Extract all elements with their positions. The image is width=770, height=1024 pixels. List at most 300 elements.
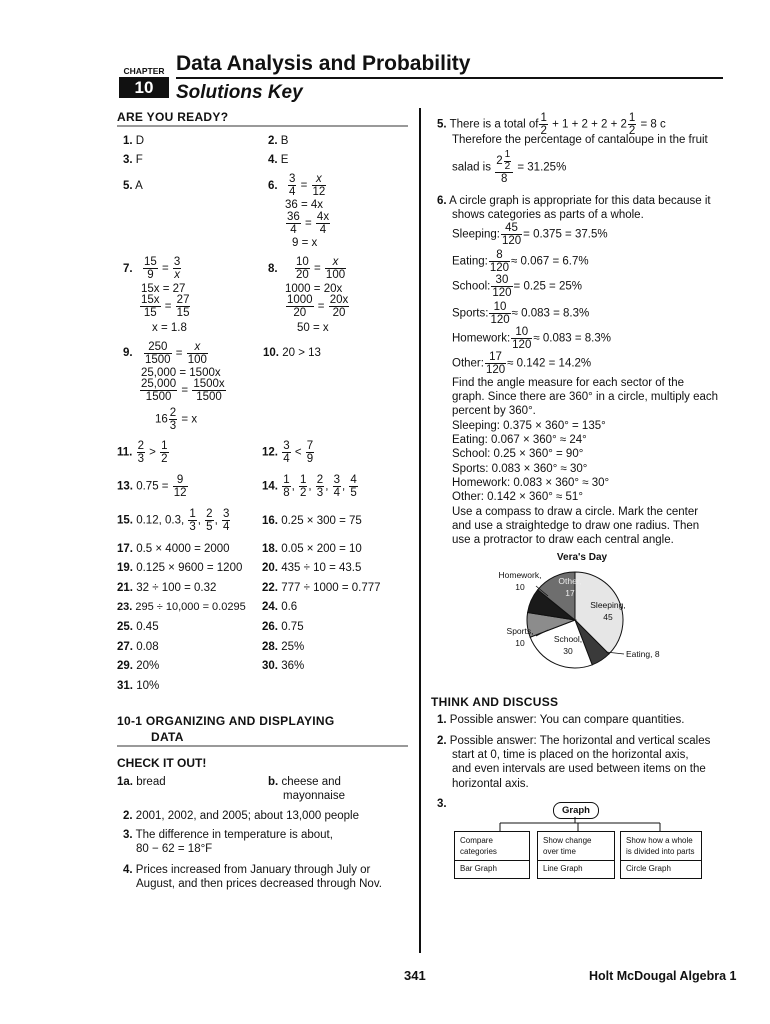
denominator: 20 bbox=[296, 269, 309, 282]
fraction bbox=[160, 440, 168, 465]
numerator: 15 bbox=[144, 256, 157, 268]
answer-number: 21. bbox=[117, 582, 133, 594]
answer-value: F bbox=[135, 154, 143, 166]
check-3 bbox=[123, 829, 333, 841]
slice-label: School, bbox=[553, 634, 583, 644]
answer-16 bbox=[262, 515, 362, 527]
angle-intro-3: percent by 360°. bbox=[452, 405, 536, 417]
answer-number: 30. bbox=[262, 660, 278, 672]
fraction bbox=[333, 474, 341, 499]
answer-4 bbox=[268, 154, 288, 166]
answer-value: 0.12, 0.3, bbox=[136, 514, 185, 527]
slice-label: Other, bbox=[558, 576, 582, 586]
numerator: 2 bbox=[169, 407, 177, 419]
answer-number: 10. bbox=[263, 347, 279, 359]
answer-value: 32 ÷ 100 = 0.32 bbox=[136, 582, 217, 594]
compass-instructions-3: use a protractor to draw each central angle. bbox=[452, 534, 674, 546]
answer-7-line2: 15x = 27 bbox=[141, 283, 186, 295]
calc-label: Other: bbox=[452, 357, 484, 370]
answer-value: 36% bbox=[281, 660, 305, 672]
answer-15: 15. 0.12, 0.3, $\frac{1}{3}$ , $\frac{2}{5}$ , $\frac{3}{4}$ bbox=[117, 508, 230, 534]
answer-number: 23. bbox=[117, 601, 133, 613]
chapter-number: 10 bbox=[119, 78, 169, 98]
answer-value: 20% bbox=[136, 660, 160, 672]
calc-result: ≈ 0.067 = 6.7% bbox=[511, 255, 589, 268]
denominator: 2 bbox=[540, 125, 547, 138]
answer-number: 13. bbox=[117, 480, 133, 493]
fraction bbox=[286, 294, 314, 319]
organizer-box-compare bbox=[454, 831, 530, 879]
answer-8-line2: 1000 = 20x bbox=[285, 283, 343, 295]
numerator: 1000 bbox=[287, 294, 313, 306]
answer-number: 4. bbox=[268, 154, 278, 166]
answer-number: 24. bbox=[262, 601, 278, 613]
fraction bbox=[316, 211, 330, 236]
fraction bbox=[222, 508, 230, 533]
denominator: 9 bbox=[306, 453, 314, 466]
denominator: 2 bbox=[161, 453, 168, 466]
denominator: 120 bbox=[512, 339, 532, 352]
calc-other bbox=[452, 351, 591, 376]
answer-10 bbox=[263, 347, 321, 359]
numerator: 10 bbox=[511, 326, 532, 339]
check-1b bbox=[268, 776, 341, 788]
chart-title: Vera's Day bbox=[556, 552, 608, 563]
answer-value: 0.75 bbox=[281, 621, 304, 633]
calc-result: = 0.25 = 25% bbox=[513, 280, 582, 293]
answer-31 bbox=[117, 680, 159, 692]
answer-number: 11. bbox=[117, 446, 133, 459]
fraction bbox=[489, 249, 510, 274]
numerator: 1 bbox=[628, 112, 636, 124]
denominator: 20 bbox=[293, 307, 307, 320]
fraction bbox=[176, 294, 191, 319]
numerator: 3 bbox=[333, 474, 340, 486]
result: = x bbox=[181, 413, 198, 426]
numerator: 17 bbox=[485, 351, 506, 364]
denominator: 15 bbox=[176, 307, 190, 320]
calc-homework bbox=[452, 326, 611, 351]
denominator: 4 bbox=[289, 186, 296, 199]
fraction bbox=[205, 508, 213, 533]
answer-7-line1 bbox=[142, 256, 182, 281]
answer-27 bbox=[117, 641, 159, 653]
fraction bbox=[286, 211, 301, 236]
answer-9-line4 bbox=[155, 407, 197, 432]
answer-8-line1 bbox=[294, 256, 347, 281]
numerator: x bbox=[325, 256, 346, 269]
numerator: 20x bbox=[329, 294, 349, 306]
numerator: 45 bbox=[501, 222, 522, 235]
numerator: 3 bbox=[222, 508, 230, 520]
answer-number: 12. bbox=[262, 446, 278, 459]
answer-8-line3 bbox=[285, 294, 350, 319]
fraction bbox=[295, 256, 310, 281]
answer-value: 0.125 × 9600 = 1200 bbox=[136, 562, 243, 574]
operator: < bbox=[294, 446, 302, 459]
answer-29 bbox=[117, 660, 159, 672]
answer-value: cheese and bbox=[281, 776, 341, 788]
denominator: 120 bbox=[501, 235, 522, 248]
numerator: x bbox=[312, 173, 327, 186]
angle-eating: Eating: 0.067 × 360° ≈ 24° bbox=[452, 434, 587, 446]
denominator: 100 bbox=[325, 269, 346, 282]
denominator: 8 bbox=[283, 487, 290, 500]
chapter-badge bbox=[119, 65, 169, 98]
box-bottom: Bar Graph bbox=[460, 864, 497, 873]
think-2-line2: start at 0, time is placed on the horizontal axis, bbox=[452, 749, 689, 761]
numerator: 1 bbox=[540, 112, 547, 124]
fraction bbox=[188, 508, 196, 533]
box-bottom: Circle Graph bbox=[626, 864, 671, 873]
numerator: 3 bbox=[283, 440, 290, 452]
answer-number: 3. bbox=[123, 829, 133, 841]
fraction bbox=[489, 301, 510, 326]
answer-value: 295 ÷ 10,000 = 0.0295 bbox=[135, 601, 246, 613]
calc-result: ≈ 0.083 = 8.3% bbox=[511, 307, 590, 320]
answer-6-line3 bbox=[285, 211, 331, 236]
text: + 1 + 2 + 2 + 2 bbox=[552, 118, 627, 131]
fraction bbox=[192, 378, 225, 403]
numerator: 250 bbox=[144, 341, 172, 354]
equals: = bbox=[164, 300, 172, 313]
answer-number: 1. bbox=[437, 714, 447, 726]
text: = 8 c bbox=[640, 118, 666, 131]
answer-5 bbox=[123, 180, 143, 192]
denominator: 120 bbox=[485, 364, 506, 377]
answer-value: Possible answer: The horizontal and vertical scales bbox=[449, 735, 711, 747]
angle-sports: Sports: 0.083 × 360° ≈ 30° bbox=[452, 463, 588, 475]
slice-value-label: 45 bbox=[603, 612, 613, 622]
calc-school bbox=[452, 274, 582, 299]
check-1b-cont: mayonnaise bbox=[283, 790, 346, 802]
answer-6-line2: 36 = 4x bbox=[285, 199, 324, 211]
fraction bbox=[143, 256, 158, 281]
box-top-line2: over time bbox=[543, 847, 576, 856]
equals: = bbox=[181, 384, 189, 397]
check-2 bbox=[123, 810, 359, 822]
answer-number: 3. bbox=[123, 154, 133, 166]
answer-18 bbox=[262, 543, 362, 555]
numerator: 4x bbox=[316, 211, 330, 223]
calc-label: Sleeping: bbox=[452, 228, 500, 241]
answer-1 bbox=[123, 135, 144, 147]
answer-value: 0.05 × 200 = 10 bbox=[281, 543, 362, 555]
denominator: 1500 bbox=[196, 391, 222, 404]
section-are-you-ready: ARE YOU READY? bbox=[117, 110, 229, 124]
fraction bbox=[169, 407, 177, 432]
think-2-line4: horizontal axis. bbox=[452, 778, 529, 790]
fraction bbox=[282, 474, 290, 499]
numerator: 1 bbox=[300, 474, 307, 486]
section-rule bbox=[117, 745, 408, 747]
answer-8-number: 8. bbox=[268, 263, 278, 275]
answer-number: 20. bbox=[262, 562, 278, 574]
fraction bbox=[173, 256, 181, 281]
answer-9-number: 9. bbox=[123, 347, 133, 359]
numerator: 1 bbox=[283, 474, 290, 486]
slice-value-label: 30 bbox=[563, 646, 573, 656]
answer-6-number: 6. bbox=[268, 180, 278, 192]
answer-value: 20 > 13 bbox=[282, 347, 321, 359]
page-number: 341 bbox=[404, 968, 426, 983]
answer-value: D bbox=[135, 135, 145, 147]
denominator: 2 bbox=[504, 160, 511, 172]
answer-14: 14. $\frac{1}{8}$ , $\frac{1}{2}$ , $\frac{2}{3}$ , $\frac{3}{4}$ , $\frac{4}{5}$ bbox=[262, 474, 357, 500]
fraction bbox=[511, 326, 532, 351]
answer-number: 17. bbox=[117, 543, 133, 555]
answer-7-line3 bbox=[139, 294, 191, 319]
check-3-cont: 80 − 62 = 18°F bbox=[136, 843, 213, 855]
answer-number: 5. bbox=[437, 118, 447, 131]
organizer-box-change bbox=[537, 831, 615, 879]
organizer-box-whole bbox=[620, 831, 702, 879]
numerator bbox=[495, 150, 513, 173]
calc-label: Eating: bbox=[452, 255, 488, 268]
numerator: 2 bbox=[316, 474, 324, 486]
answer-7-number: 7. bbox=[123, 263, 133, 275]
answer-number: 29. bbox=[117, 660, 133, 672]
denominator: 4 bbox=[283, 453, 290, 466]
answer-value: Possible answer: You can compare quantities. bbox=[449, 714, 685, 726]
denominator: 2 bbox=[300, 487, 307, 500]
answer-12 bbox=[262, 440, 315, 465]
denominator: x bbox=[174, 269, 180, 282]
fraction bbox=[501, 222, 522, 247]
answer-22 bbox=[262, 582, 381, 594]
angle-other: Other: 0.142 × 360° ≈ 51° bbox=[452, 491, 583, 503]
whole: 16 bbox=[155, 413, 168, 426]
check-4 bbox=[123, 864, 370, 876]
check-it-out-heading: CHECK IT OUT! bbox=[117, 756, 207, 770]
answer-number: 26. bbox=[262, 621, 278, 633]
answer-number: 28. bbox=[262, 641, 278, 653]
answer-11 bbox=[117, 440, 170, 465]
check-4-cont: August, and then prices decreased through Nov. bbox=[136, 878, 382, 890]
denominator: 120 bbox=[490, 314, 510, 327]
numerator: 10 bbox=[489, 301, 510, 314]
fraction bbox=[140, 378, 177, 403]
calc-result: = 0.375 = 37.5% bbox=[523, 228, 608, 241]
answer-24 bbox=[262, 601, 297, 613]
slice-label: Eating, 8 bbox=[626, 649, 660, 659]
answer-value: 2001, 2002, and 2005; about 13,000 people bbox=[135, 810, 359, 822]
answer-number: 2. bbox=[437, 735, 447, 747]
answer-19 bbox=[117, 562, 242, 574]
fraction bbox=[312, 173, 327, 198]
calc-eating bbox=[452, 249, 589, 274]
denominator: 5 bbox=[350, 487, 357, 500]
section-10-1-title: 10-1 ORGANIZING AND DISPLAYING bbox=[117, 714, 335, 728]
answer-value: 0.5 × 4000 = 2000 bbox=[136, 543, 230, 555]
fraction bbox=[299, 474, 307, 499]
slice-value-label: 10 bbox=[515, 638, 525, 648]
fraction bbox=[137, 440, 145, 465]
mixed-number bbox=[496, 150, 512, 172]
column-divider bbox=[419, 108, 421, 953]
answer-value: A bbox=[135, 180, 143, 192]
angle-school: School: 0.25 × 360° = 90° bbox=[452, 448, 584, 460]
answer-number: 25. bbox=[117, 621, 133, 633]
numerator: 1 bbox=[161, 440, 168, 452]
numerator: 27 bbox=[176, 294, 190, 306]
numerator: 10 bbox=[296, 256, 309, 268]
think-1 bbox=[437, 714, 684, 726]
denominator: 1500 bbox=[145, 354, 171, 367]
calc-label: Homework: bbox=[452, 332, 511, 345]
answer-number: 18. bbox=[262, 543, 278, 555]
answer-number: 27. bbox=[117, 641, 133, 653]
answer-number: 22. bbox=[262, 582, 278, 594]
answer-value: 0.75 = bbox=[136, 480, 169, 493]
answer-r6-line1 bbox=[437, 195, 711, 207]
denominator: 9 bbox=[147, 269, 154, 282]
denominator: 4 bbox=[319, 224, 327, 237]
answer-8-line4: 50 = x bbox=[297, 322, 329, 334]
answer-value: E bbox=[280, 154, 289, 166]
denominator: 120 bbox=[492, 287, 512, 300]
text: There is a total of bbox=[449, 118, 539, 131]
numerator: 3 bbox=[289, 173, 296, 185]
slice-value-label: 17 bbox=[565, 588, 575, 598]
numerator: 15x bbox=[141, 294, 160, 306]
denominator: 120 bbox=[489, 262, 509, 275]
answer-9-line1 bbox=[143, 341, 209, 366]
answer-6-line1 bbox=[287, 173, 327, 198]
answer-r5-line3 bbox=[452, 150, 566, 185]
answer-30 bbox=[262, 660, 304, 672]
answer-value: 0.08 bbox=[136, 641, 159, 653]
slice-label: Homework, bbox=[498, 570, 542, 580]
answer-number: 4. bbox=[123, 864, 133, 876]
calc-result: ≈ 0.142 = 14.2% bbox=[507, 357, 592, 370]
fraction bbox=[288, 173, 296, 198]
think-2 bbox=[437, 735, 710, 747]
angle-intro-2: graph. Since there are 360° in a circle, multiply each bbox=[452, 391, 719, 403]
box-top-line1: Compare bbox=[460, 836, 493, 845]
answer-9-line2: 25,000 = 1500x bbox=[141, 367, 221, 379]
numerator: 25,000 bbox=[141, 378, 177, 390]
answer-number: 2. bbox=[268, 135, 278, 147]
graph-root-node: Graph bbox=[553, 802, 599, 819]
answer-6-line4: 9 = x bbox=[292, 237, 318, 249]
denominator: 3 bbox=[316, 487, 324, 500]
box-top-line2: categories bbox=[460, 847, 497, 856]
angle-homework: Homework: 0.083 × 360° ≈ 30° bbox=[452, 477, 610, 489]
denominator: 1500 bbox=[145, 391, 172, 404]
fraction bbox=[495, 150, 513, 185]
calc-sports bbox=[452, 301, 589, 326]
box-bottom: Line Graph bbox=[543, 864, 583, 873]
header-rule bbox=[176, 77, 723, 79]
slice-label: Sleeping, bbox=[590, 600, 626, 610]
numerator: x bbox=[187, 341, 208, 354]
answer-value: Prices increased from January through July or bbox=[135, 864, 371, 876]
numerator: 2 bbox=[137, 440, 144, 452]
fraction bbox=[329, 294, 350, 319]
compass-instructions-2: and use a straightedge to draw one radius. Then bbox=[452, 520, 700, 532]
calc-label: Sports: bbox=[452, 307, 489, 320]
answer-number: 15. bbox=[117, 514, 133, 527]
answer-number: b. bbox=[268, 776, 279, 788]
denominator: 4 bbox=[290, 224, 297, 237]
text: salad is bbox=[452, 161, 491, 174]
fraction bbox=[485, 351, 506, 376]
equals: = bbox=[162, 262, 169, 275]
answer-23 bbox=[117, 601, 246, 613]
answer-value: bread bbox=[136, 776, 166, 788]
answer-value: 10% bbox=[136, 680, 160, 692]
equals: = bbox=[300, 179, 308, 192]
pie-chart bbox=[490, 548, 670, 678]
fraction bbox=[187, 341, 208, 366]
think-and-discuss-heading: THINK AND DISCUSS bbox=[431, 695, 559, 709]
answer-number: 14. bbox=[262, 480, 278, 493]
numerator: 8 bbox=[489, 249, 510, 262]
answer-value: 25% bbox=[281, 641, 305, 653]
answer-20 bbox=[262, 562, 361, 574]
answer-r5-line2: Therefore the percentage of cantaloupe in the fruit bbox=[452, 134, 708, 146]
fraction bbox=[491, 274, 512, 299]
answer-number: 1. bbox=[123, 135, 133, 147]
denominator: 2 bbox=[628, 125, 636, 138]
equals: = bbox=[305, 217, 312, 230]
denominator: 12 bbox=[173, 487, 187, 500]
page-subtitle: Solutions Key bbox=[176, 82, 303, 103]
box-top-line1: Show how a whole bbox=[626, 836, 693, 845]
numerator: 36 bbox=[287, 211, 300, 223]
think-2-line3: and even intervals are used between items on the bbox=[452, 763, 706, 775]
answer-9-line3 bbox=[139, 378, 227, 403]
answer-value: 0.45 bbox=[136, 621, 159, 633]
answer-25 bbox=[117, 621, 159, 633]
answer-value: 0.6 bbox=[281, 601, 298, 613]
calc-label: School: bbox=[452, 280, 491, 293]
numerator: 30 bbox=[491, 274, 512, 287]
answer-number: 2. bbox=[123, 810, 133, 822]
denominator: 15 bbox=[143, 307, 157, 320]
answer-17 bbox=[117, 543, 230, 555]
numerator: 4 bbox=[350, 474, 357, 486]
page-title: Data Analysis and Probability bbox=[176, 52, 471, 75]
numerator: 1500x bbox=[193, 378, 225, 390]
answer-number: 6. bbox=[437, 195, 447, 207]
answer-number: 19. bbox=[117, 562, 133, 574]
slice-label: Sports, bbox=[506, 626, 534, 636]
numerator: 3 bbox=[173, 256, 181, 268]
calc-result: ≈ 0.083 = 8.3% bbox=[533, 332, 611, 345]
fraction bbox=[144, 341, 172, 366]
answer-number: 5. bbox=[123, 180, 133, 192]
fraction bbox=[325, 256, 346, 281]
denominator: 3 bbox=[137, 453, 144, 466]
denominator: 4 bbox=[222, 521, 230, 534]
box-top-line1: Show change bbox=[543, 836, 592, 845]
fraction bbox=[316, 474, 324, 499]
answer-value: 777 ÷ 1000 = 0.777 bbox=[281, 582, 381, 594]
answer-value: The difference in temperature is about, bbox=[135, 829, 333, 841]
section-rule bbox=[117, 125, 408, 127]
answer-value: B bbox=[280, 135, 289, 147]
chapter-label: CHAPTER bbox=[119, 65, 169, 78]
answer-13 bbox=[117, 474, 189, 499]
whole: 2 bbox=[496, 154, 503, 167]
fraction bbox=[504, 150, 512, 172]
answer-2 bbox=[268, 135, 288, 147]
answer-value: 0.25 × 300 = 75 bbox=[281, 515, 362, 527]
equals: = bbox=[314, 262, 321, 275]
text: = 31.25% bbox=[517, 161, 567, 174]
